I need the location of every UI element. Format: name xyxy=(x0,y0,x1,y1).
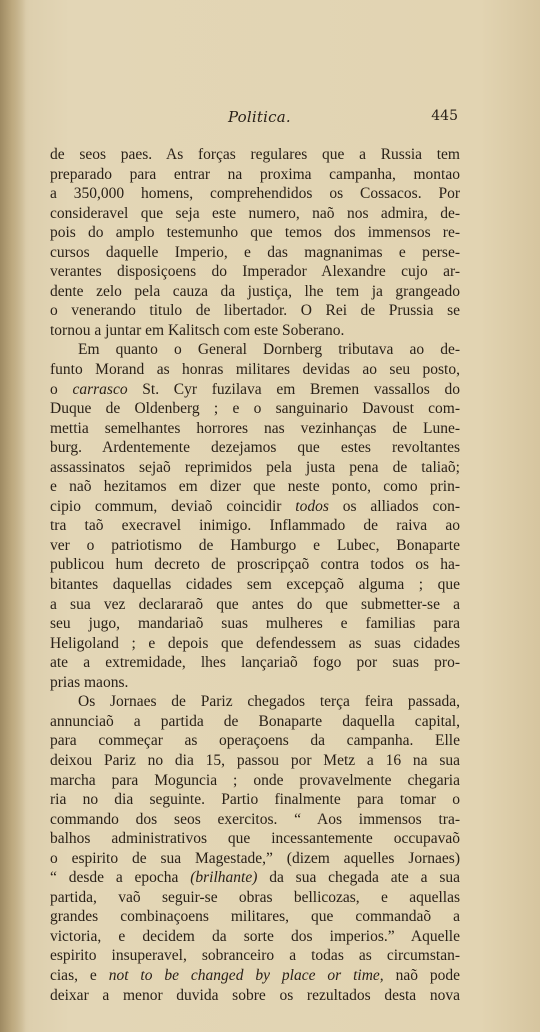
text-line xyxy=(50,653,460,673)
text-segment: prias maons. xyxy=(50,673,129,691)
text-segment: dente zelo pela cauza da justiça, lhe tem ja grangeado xyxy=(50,282,460,300)
text-line xyxy=(50,438,460,458)
text-segment: publicou hum decreto de proscripçaõ contra todos os ha- xyxy=(50,556,460,574)
text-line xyxy=(50,692,460,712)
text-line xyxy=(50,712,460,732)
text-segment: tornou a juntar em Kalitsch com este Soberano. xyxy=(50,321,345,339)
text-line xyxy=(50,204,460,224)
text-segment: o xyxy=(50,380,73,398)
text-segment: Heligoland ; e depois que defendessem as suas cidades xyxy=(50,634,460,652)
text-line xyxy=(50,419,460,439)
text-segment: assassinatos sejaõ reprimidos pela justa pena de taliaõ; xyxy=(50,458,460,476)
text-line xyxy=(50,497,460,517)
text-segment: a 350,000 homens, comprehendidos os Cossacos. Por xyxy=(50,185,460,203)
running-title: Politica. xyxy=(228,108,291,126)
text-line xyxy=(50,223,460,243)
text-segment: ria no dia seguinte. Partio finalmente para tomar o xyxy=(50,791,460,809)
text-segment: balhos administrativos que incessantemente occupavaõ xyxy=(50,830,460,848)
text-segment: cipio commum, deviaõ coincidir xyxy=(50,497,296,515)
text-line xyxy=(50,946,460,966)
text-segment: funto Morand as honras militares devidas ao seu posto, xyxy=(50,361,460,379)
text-segment: annunciaõ a partida de Bonaparte daquella capital, xyxy=(50,712,460,730)
text-line xyxy=(50,595,460,615)
text-segment: Em quanto o General Dornberg tributava ao de- xyxy=(78,341,460,359)
text-line xyxy=(50,849,460,869)
text-line xyxy=(50,927,460,947)
text-segment: victoria, e decidem da sorte dos imperios.” Aquelle xyxy=(50,927,460,945)
text-segment: o venerando titulo de libertador. O Rei de Prussia se xyxy=(50,302,460,320)
text-segment: para commeçar as operaçoens da campanha. Elle xyxy=(50,732,460,750)
text-segment: ver o patriotismo de Hamburgo e Lubec, Bonaparte xyxy=(50,536,460,554)
text-line xyxy=(50,986,460,1006)
text-segment: Os Jornaes de Pariz chegados terça feira passada, xyxy=(78,693,460,711)
text-line xyxy=(50,731,460,751)
text-line xyxy=(50,634,460,654)
text-segment: partida, vaõ seguir-se obras bellicozas, e aquellas xyxy=(50,888,460,906)
text-line xyxy=(50,340,460,360)
text-line xyxy=(50,555,460,575)
text-line xyxy=(50,575,460,595)
text-segment: deixar a menor duvida sobre os rezultados desta nova xyxy=(50,986,460,1004)
text-line xyxy=(50,458,460,478)
text-segment: verantes disposiçoens do Imperador Alexandre cujo ar- xyxy=(50,263,460,281)
text-line xyxy=(50,262,460,282)
text-line xyxy=(50,477,460,497)
text-line xyxy=(50,145,460,165)
text-line xyxy=(50,282,460,302)
body-text xyxy=(50,145,460,1005)
text-segment: e naõ hezitamos em dizer que neste ponto, como prin- xyxy=(50,478,460,496)
text-line xyxy=(50,829,460,849)
text-segment: cursos daquelle Imperio, e das magnanimas e perse- xyxy=(50,243,460,261)
text-line xyxy=(50,399,460,419)
text-segment: consideravel que seja este numero, naõ nos admira, de- xyxy=(50,204,460,222)
text-segment: bitantes daquellas cidades sem excepçaõ alguma ; que xyxy=(50,576,460,594)
text-line xyxy=(50,868,460,888)
text-line xyxy=(50,360,460,380)
text-segment: marcha para Moguncia ; onde provavelmente chegaria xyxy=(50,771,460,789)
text-segment: mettia semelhantes horrores nas vezinhanças de Lune- xyxy=(50,419,460,437)
text-line xyxy=(50,243,460,263)
text-line xyxy=(50,888,460,908)
text-line xyxy=(50,536,460,556)
text-segment: ate a extremidade, lhes lançariaõ fogo por suas pro- xyxy=(50,654,460,672)
text-segment: os alliados con- xyxy=(328,497,460,515)
italic-text: (brilhante) xyxy=(190,869,258,887)
text-segment: espirito insuperavel, sobranceiro a todas as circumstan- xyxy=(50,947,460,965)
text-segment: deixou Pariz no dia 15, passou por Metz a 16 na sua xyxy=(50,751,460,769)
text-segment: grandes combinaçoens militares, que commandaõ a xyxy=(50,908,460,926)
text-segment: a sua vez declararaõ que antes do que submetter-se a xyxy=(50,595,460,613)
text-line xyxy=(50,301,460,321)
text-line xyxy=(50,184,460,204)
text-line xyxy=(50,321,460,341)
text-line xyxy=(50,614,460,634)
italic-text: not to be changed by place or time, xyxy=(108,966,384,984)
text-segment: naõ pode xyxy=(383,966,460,984)
text-line xyxy=(50,673,460,693)
text-line xyxy=(50,380,460,400)
page-gutter xyxy=(0,0,26,1032)
text-segment: o espirito de sua Magestade,” (dizem aquelles Jornaes) xyxy=(50,849,460,867)
text-line xyxy=(50,907,460,927)
text-segment: tra taõ execravel inimigo. Inflammado de raiva ao xyxy=(50,517,460,535)
text-segment: burg. Ardentemente dezejamos que estes revoltantes xyxy=(50,439,460,457)
text-line xyxy=(50,810,460,830)
text-segment: preparado para entrar na proxima campanha, montao xyxy=(50,165,460,183)
text-segment: de seos paes. As forças regulares que a Russia tem xyxy=(50,146,460,163)
text-segment: seu jugo, mandariaõ suas mulheres e familias para xyxy=(50,615,460,633)
italic-text: todos xyxy=(295,497,329,515)
text-line xyxy=(50,966,460,986)
italic-text: carrasco xyxy=(72,380,128,398)
text-segment: Duque de Oldenberg ; e o sanguinario Davoust com- xyxy=(50,400,460,418)
text-segment: da sua chegada ate a sua xyxy=(257,869,460,887)
text-line xyxy=(50,165,460,185)
text-line xyxy=(50,790,460,810)
text-segment: pois do amplo testemunho que temos dos immensos re- xyxy=(50,224,460,242)
text-segment: commando dos seos exercitos. “ Aos immensos tra- xyxy=(50,810,460,828)
page-header xyxy=(50,108,458,130)
page-number: 445 xyxy=(431,108,458,124)
text-segment: “ desde a epocha xyxy=(50,869,191,887)
text-segment: St. Cyr fuzilava em Bremen vassallos do xyxy=(127,380,460,398)
text-line xyxy=(50,516,460,536)
text-line xyxy=(50,751,460,771)
text-segment: cias, e xyxy=(50,966,109,984)
text-line xyxy=(50,771,460,791)
